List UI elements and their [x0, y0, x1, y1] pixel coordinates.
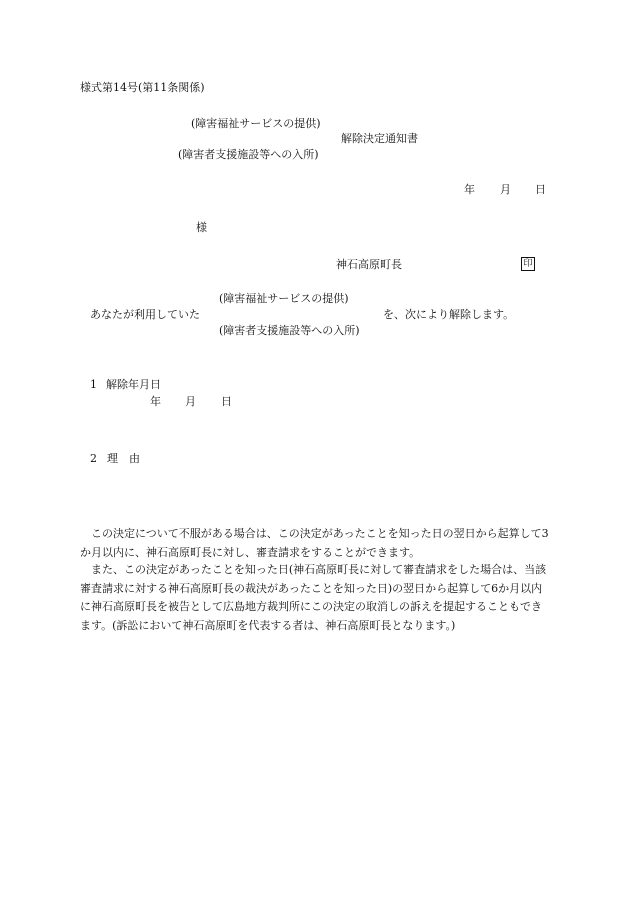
title-service-option: (障害福祉サービスの提供) [191, 117, 321, 130]
notice-prefix: あなたが利用していた [90, 308, 200, 321]
item1-day-label: 日 [221, 395, 232, 408]
appeal-paragraph-1: この決定について不服がある場合は、この決定があったことを知った日の翌日から起算して3か月以内に、神石高原町長に対し、審査請求をすることができます。 [80, 527, 549, 559]
date-day-label: 日 [535, 183, 546, 196]
addressee-suffix: 様 [196, 221, 207, 234]
item1-number: 1 [90, 378, 97, 391]
notice-service-option: (障害福祉サービスの提供) [219, 292, 349, 305]
title-facility-option: (障害者支援施設等への入所) [178, 148, 319, 161]
item2-label: 理 由 [107, 452, 140, 465]
document-title: 解除決定通知書 [341, 132, 418, 145]
notice-facility-option: (障害者支援施設等への入所) [219, 324, 360, 337]
seal-mark: 印 [521, 257, 535, 271]
item1-year-label: 年 [150, 395, 161, 408]
notice-suffix: を、次により解除します。 [383, 308, 515, 321]
item1-label: 解除年月日 [106, 378, 161, 391]
appeal-paragraph-2: また、この決定があったことを知った日(神石高原町長に対して審査請求をした場合は、当該審査請求に対する神石高原町長の裁決があったことを知った日)の翌日から起算して6か月以内に神石高原町長を被告として広島地方裁判所にこの決定の取消しの訴えを提起することもできます。(訴訟において神石高原町を代表する者は、神石高原町長となります。) [80, 563, 547, 632]
issuer-name: 神石高原町長 [336, 258, 402, 271]
date-year-label: 年 [464, 183, 475, 196]
date-month-label: 月 [500, 183, 511, 196]
item2-number: 2 [90, 452, 97, 465]
item1-month-label: 月 [185, 395, 196, 408]
form-number: 様式第14号(第11条関係) [80, 81, 205, 94]
